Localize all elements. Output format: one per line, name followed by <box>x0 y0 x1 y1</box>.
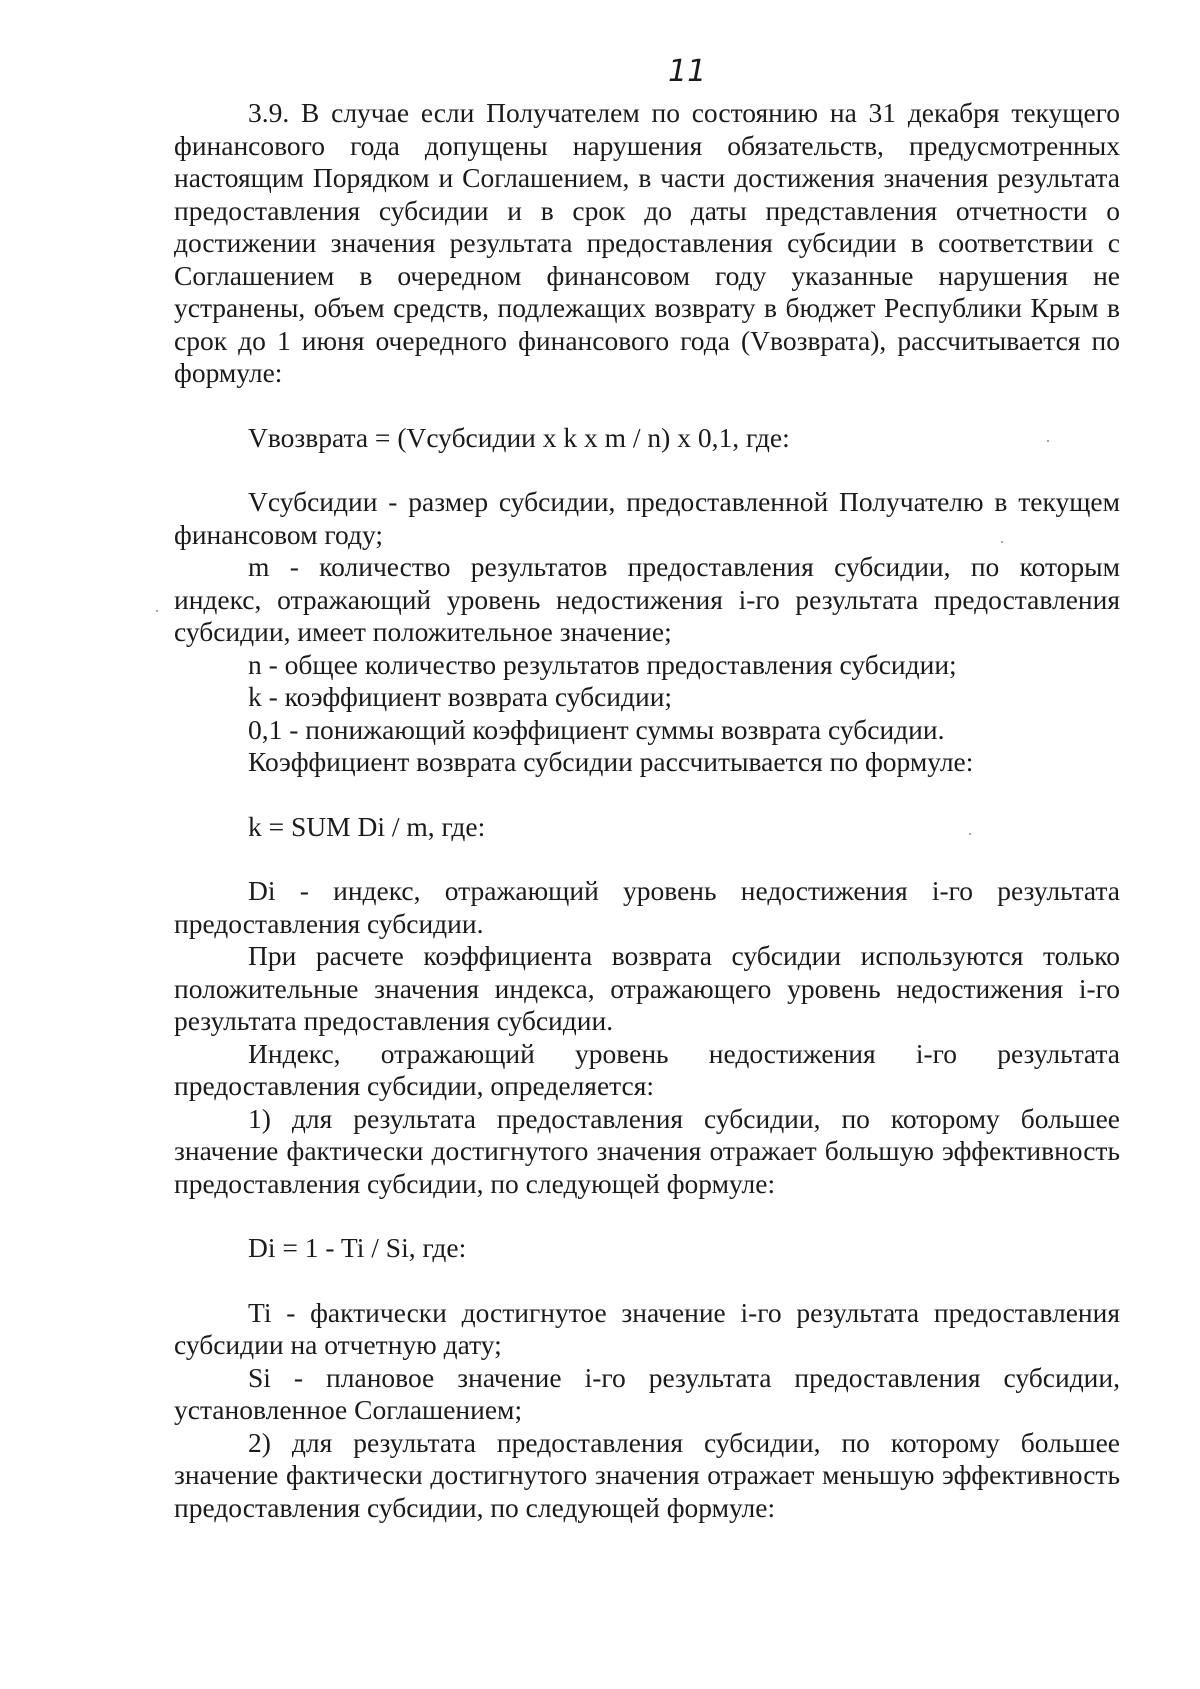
definition-v-subsidy: Vсубсидии - размер субсидии, предоставленной Получателю в текущем финансовом году; <box>174 486 1120 550</box>
page-number: 11 <box>668 54 707 89</box>
definition-ti: Ti - фактически достигнутое значение i-го результата предоставления субсидии на отчетную дату; <box>174 1296 1120 1360</box>
paragraph-3-9: 3.9. В случае если Получателем по состоянию на 31 декабря текущего финансового года допущены нарушения обязательств, предусмотренных настоящим Порядком и Соглашением, в части достижения значения результата предоставления субсидии и в срок до даты представления отчетности о достижении значения результата предоставления субсидии в соответствии с Соглашением в очередном финансовом году указанные нарушения не устранены, объем средств, подлежащих возврату в бюджет Республики Крым в срок до 1 июня очередного финансового года (Vвозврата), рассчитывается по формуле: <box>174 97 1120 388</box>
definition-di: Di - индекс, отражающий уровень недостижения i-го результата предоставления субсидии. <box>174 875 1120 939</box>
paragraph-positive-values: При расчете коэффициента возврата субсидии используются только положительные значения индекса, отражающего уровень недостижения i-го результата предоставления субсидии. <box>174 940 1120 1036</box>
paragraph-index-determined: Индекс, отражающий уровень недостижения i-го результата предоставления субсидии, определяется: <box>174 1037 1120 1101</box>
formula-v-return: Vвозврата = (Vсубсидии x k x m / n) x 0,1, где: <box>248 421 790 453</box>
paragraph-k-intro: Коэффициент возврата субсидии рассчитывается по формуле: <box>248 746 974 777</box>
scan-speck <box>969 833 971 835</box>
scan-speck <box>1047 440 1049 442</box>
list-item-2: 2) для результата предоставления субсидии, по которому большее значение фактически достигнутого значения отражает меньшую эффективность предоставления субсидии, по следующей формуле: <box>174 1426 1120 1523</box>
definition-si: Si - плановое значение i-го результата предоставления субсидии, установленное Соглашением; <box>174 1361 1120 1425</box>
scan-speck <box>1001 541 1003 543</box>
document-body <box>174 97 1120 1524</box>
scan-speck <box>156 610 158 612</box>
list-item-1: 1) для результата предоставления субсидии, по которому большее значение фактически достигнутого значения отражает большую эффективность предоставления субсидии, по следующей формуле: <box>174 1102 1120 1199</box>
formula-k: k = SUM Di / m, где: <box>248 810 486 842</box>
definition-m: m - количество результатов предоставления субсидии, по которым индекс, отражающий уровень недостижения i-го результата предоставления субсидии, имеет положительное значение; <box>174 551 1120 647</box>
definition-k: k - коэффициент возврата субсидии; <box>248 681 673 712</box>
formula-di: Di = 1 - Ti / Si, где: <box>248 1232 467 1263</box>
definition-n: n - общее количество результатов предоставления субсидии; <box>248 648 957 680</box>
definition-reduction-factor: 0,1 - понижающий коэффициент суммы возврата субсидии. <box>248 713 945 745</box>
